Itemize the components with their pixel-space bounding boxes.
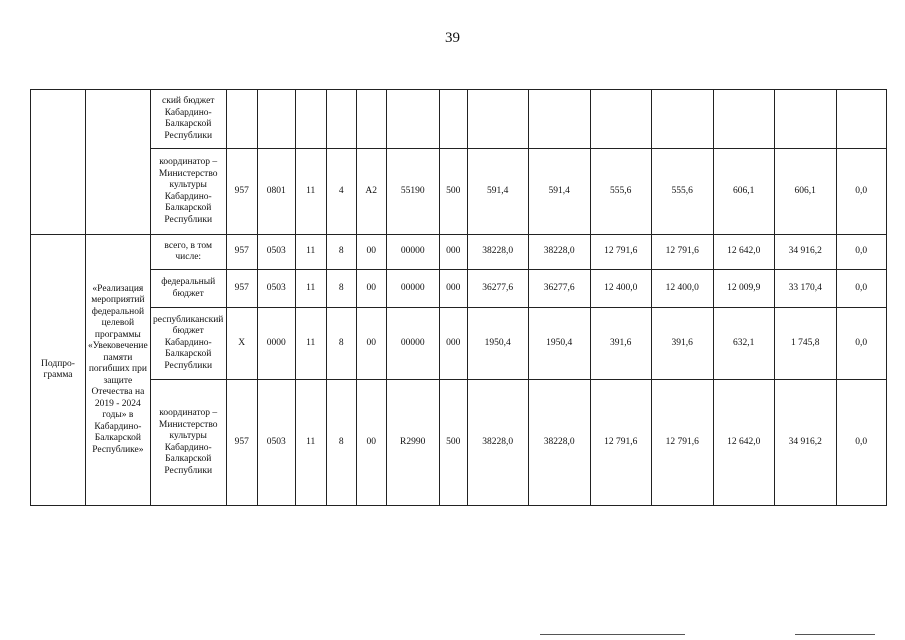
page-number: 39 xyxy=(445,30,460,46)
subprogram-name: «Реализация мероприятий федеральной целевой программы «Увековечение памяти погибших при защите Отечества на 2019 - 2024 годы» в Кабардино-Балкарской Республике» xyxy=(86,235,151,506)
value-cell: 12 642,0 xyxy=(713,380,774,506)
table-row xyxy=(31,149,887,235)
table-row xyxy=(31,90,887,149)
row-description: республиканский бюджет Кабардино-Балкарской Республики xyxy=(150,308,226,380)
value-cell: 38228,0 xyxy=(528,380,590,506)
value-cell: 0,0 xyxy=(836,149,886,235)
value-cell: 591,4 xyxy=(467,149,528,235)
pgp-cell xyxy=(326,90,356,149)
row-description: координатор – Министерство культуры Кабардино-Балкарской Республики xyxy=(150,149,226,235)
rzpr-cell xyxy=(257,90,295,149)
gp-cell: 11 xyxy=(295,308,326,380)
vr-cell: 500 xyxy=(439,149,467,235)
value-cell: 12 791,6 xyxy=(651,235,713,270)
value-cell: 34 916,2 xyxy=(774,235,836,270)
scan-artifact-line xyxy=(540,634,685,635)
gp-cell: 11 xyxy=(295,380,326,506)
gp-cell: 11 xyxy=(295,235,326,270)
grbs-cell: 957 xyxy=(226,149,257,235)
row-description: координатор – Министерство культуры Кабардино-Балкарской Республики xyxy=(150,380,226,506)
pgp-cell: 8 xyxy=(326,308,356,380)
napr-cell xyxy=(386,90,439,149)
subprogram-type-label: Подпро-грамма xyxy=(31,235,86,506)
value-cell: 0,0 xyxy=(836,380,886,506)
pgp-cell: 8 xyxy=(326,380,356,506)
napr-cell: 00000 xyxy=(386,270,439,308)
rzpr-cell: 0503 xyxy=(257,380,295,506)
grbs-cell: 957 xyxy=(226,270,257,308)
table-row xyxy=(31,380,887,506)
value-cell: 12 791,6 xyxy=(651,380,713,506)
om-cell: 00 xyxy=(356,270,386,308)
row-description: ский бюджет Кабардино-Балкарской Республики xyxy=(150,90,226,149)
value-cell: 33 170,4 xyxy=(774,270,836,308)
value-cell xyxy=(713,90,774,149)
value-cell: 38228,0 xyxy=(467,235,528,270)
value-cell: 12 400,0 xyxy=(590,270,651,308)
value-cell: 1950,4 xyxy=(467,308,528,380)
empty-cell xyxy=(31,90,86,235)
om-cell: 00 xyxy=(356,308,386,380)
value-cell: 12 400,0 xyxy=(651,270,713,308)
value-cell: 632,1 xyxy=(713,308,774,380)
scan-artifact-line xyxy=(795,634,875,635)
table-row xyxy=(31,270,887,308)
budget-table xyxy=(30,89,887,506)
value-cell: 606,1 xyxy=(713,149,774,235)
napr-cell: R2990 xyxy=(386,380,439,506)
grbs-cell xyxy=(226,90,257,149)
table-row xyxy=(31,235,887,270)
value-cell: 12 009,9 xyxy=(713,270,774,308)
value-cell: 0,0 xyxy=(836,235,886,270)
om-cell: А2 xyxy=(356,149,386,235)
rzpr-cell: 0503 xyxy=(257,270,295,308)
value-cell: 391,6 xyxy=(590,308,651,380)
value-cell: 36277,6 xyxy=(528,270,590,308)
om-cell xyxy=(356,90,386,149)
grbs-cell: Х xyxy=(226,308,257,380)
vr-cell xyxy=(439,90,467,149)
pgp-cell: 4 xyxy=(326,149,356,235)
pgp-cell: 8 xyxy=(326,235,356,270)
value-cell: 34 916,2 xyxy=(774,380,836,506)
pgp-cell: 8 xyxy=(326,270,356,308)
value-cell: 606,1 xyxy=(774,149,836,235)
value-cell: 391,6 xyxy=(651,308,713,380)
napr-cell: 00000 xyxy=(386,308,439,380)
value-cell xyxy=(651,90,713,149)
row-description: федеральный бюджет xyxy=(150,270,226,308)
value-cell: 38228,0 xyxy=(467,380,528,506)
empty-cell xyxy=(86,90,151,235)
value-cell: 12 791,6 xyxy=(590,235,651,270)
value-cell: 1950,4 xyxy=(528,308,590,380)
vr-cell: 000 xyxy=(439,235,467,270)
value-cell xyxy=(528,90,590,149)
vr-cell: 500 xyxy=(439,380,467,506)
value-cell: 1 745,8 xyxy=(774,308,836,380)
vr-cell: 000 xyxy=(439,270,467,308)
rzpr-cell: 0000 xyxy=(257,308,295,380)
value-cell: 0,0 xyxy=(836,270,886,308)
value-cell: 12 791,6 xyxy=(590,380,651,506)
grbs-cell: 957 xyxy=(226,380,257,506)
row-description: всего, в том числе: xyxy=(150,235,226,270)
value-cell: 36277,6 xyxy=(467,270,528,308)
value-cell: 555,6 xyxy=(590,149,651,235)
value-cell xyxy=(467,90,528,149)
om-cell: 00 xyxy=(356,380,386,506)
napr-cell: 00000 xyxy=(386,235,439,270)
value-cell: 591,4 xyxy=(528,149,590,235)
table-row xyxy=(31,308,887,380)
value-cell: 0,0 xyxy=(836,308,886,380)
vr-cell: 000 xyxy=(439,308,467,380)
grbs-cell: 957 xyxy=(226,235,257,270)
gp-cell xyxy=(295,90,326,149)
value-cell xyxy=(774,90,836,149)
gp-cell: 11 xyxy=(295,149,326,235)
value-cell: 38228,0 xyxy=(528,235,590,270)
rzpr-cell: 0801 xyxy=(257,149,295,235)
om-cell: 00 xyxy=(356,235,386,270)
value-cell xyxy=(836,90,886,149)
napr-cell: 55190 xyxy=(386,149,439,235)
gp-cell: 11 xyxy=(295,270,326,308)
rzpr-cell: 0503 xyxy=(257,235,295,270)
value-cell xyxy=(590,90,651,149)
value-cell: 12 642,0 xyxy=(713,235,774,270)
value-cell: 555,6 xyxy=(651,149,713,235)
